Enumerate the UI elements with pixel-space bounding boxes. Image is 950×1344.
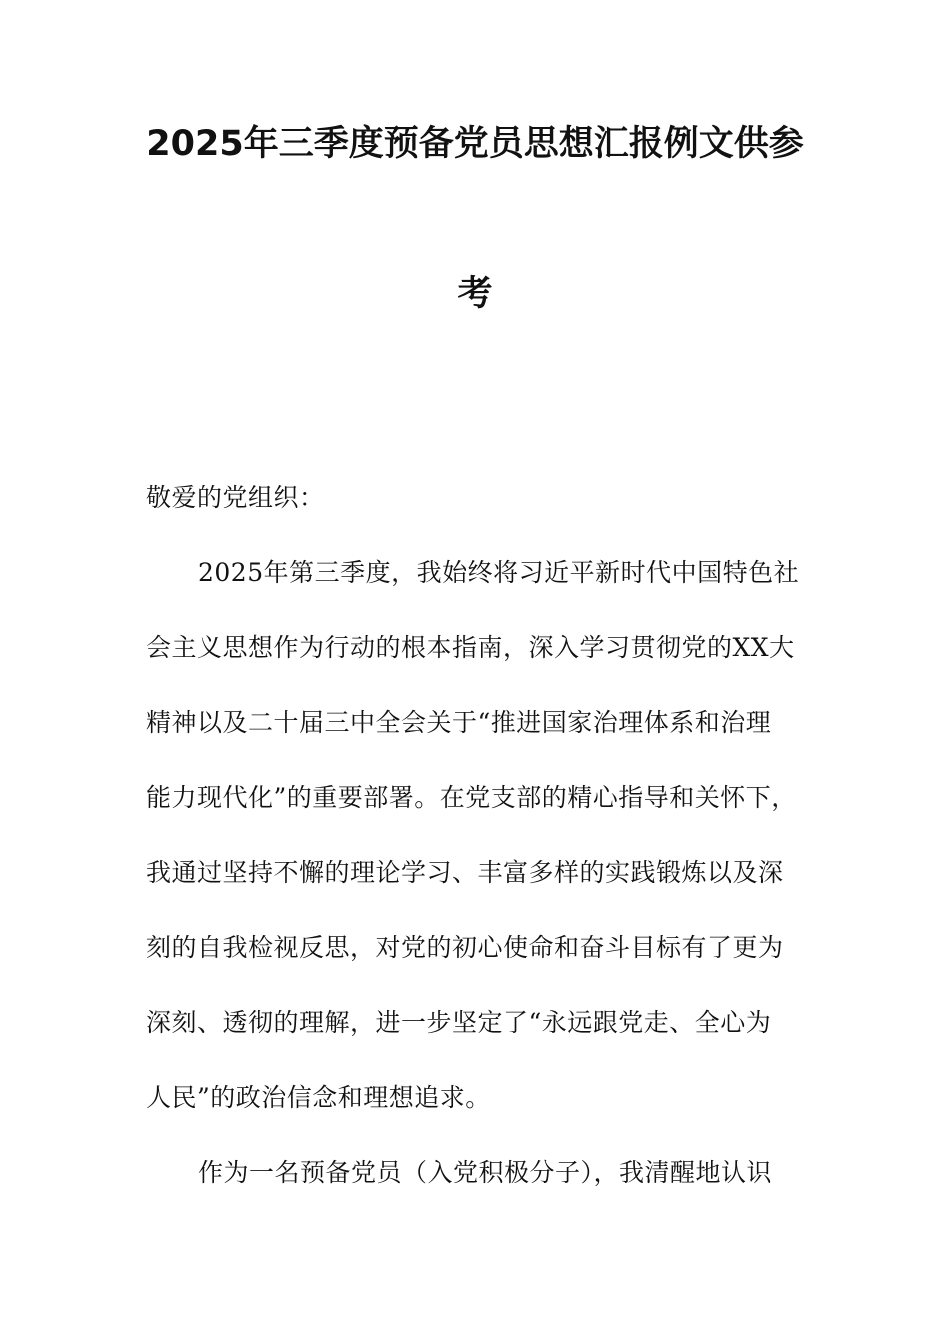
body-line: 能力现代化”的重要部署。在党支部的精心指导和关怀下， — [146, 783, 797, 812]
body-line: 2025年第三季度，我始终将习近平新时代中国特色社 — [198, 558, 800, 587]
document-title-line-1: 2025年三季度预备党员思想汇报例文供参 — [146, 124, 804, 164]
document-title-line-2: 考 — [457, 274, 493, 314]
body-line: 我通过坚持不懈的理论学习、丰富多样的实践锻炼以及深 — [146, 858, 784, 887]
body-line: 会主义思想作为行动的根本指南，深入学习贯彻党的XX大 — [146, 633, 795, 662]
body-line: 作为一名预备党员（入党积极分子），我清醒地认识 — [198, 1158, 773, 1187]
body-line: 精神以及二十届三中全会关于“推进国家治理体系和治理 — [146, 708, 772, 737]
body-line: 刻的自我检视反思，对党的初心使命和奋斗目标有了更为 — [146, 933, 784, 962]
salutation: 敬爱的党组织： — [146, 483, 325, 512]
body-line: 人民”的政治信念和理想追求。 — [146, 1083, 491, 1112]
body-line: 深刻、透彻的理解，进一步坚定了“永远跟党走、全心为 — [146, 1008, 772, 1037]
